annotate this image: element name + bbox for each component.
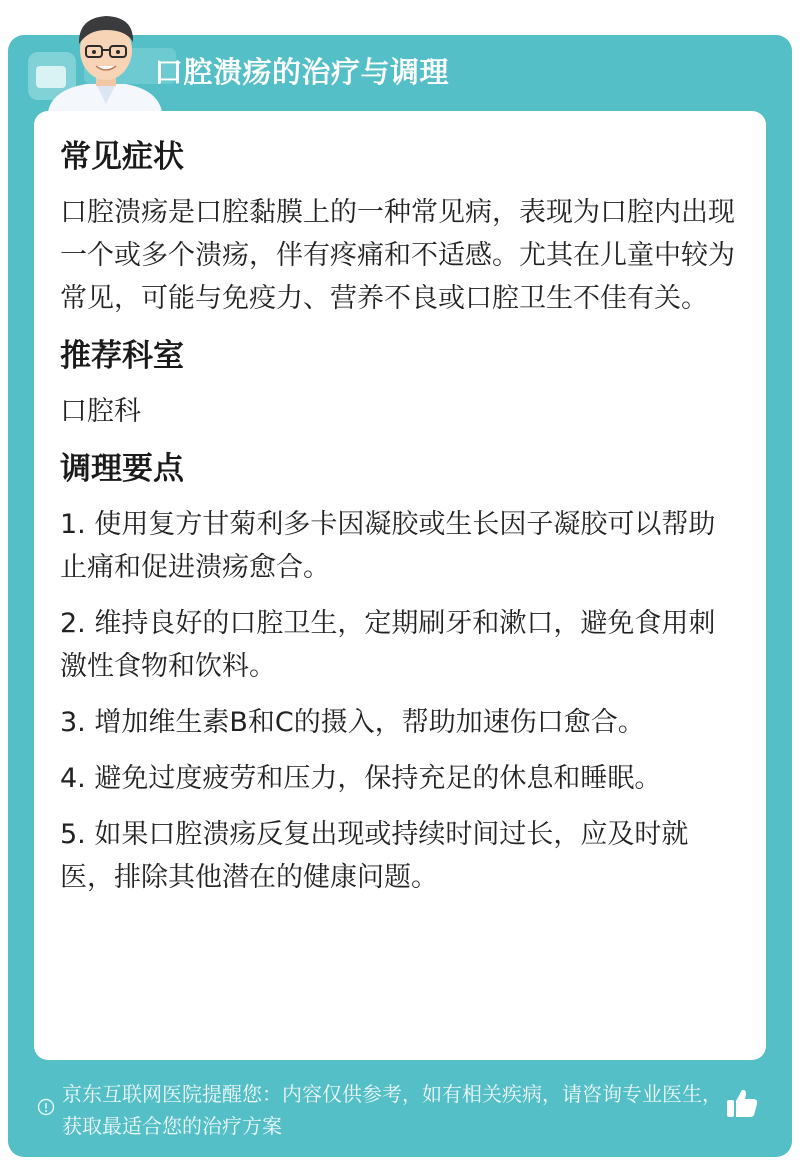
disclaimer-text: 京东互联网医院提醒您：内容仅供参考，如有相关疾病，请咨询专业医生，获取最适合您的治疗方案	[62, 1082, 722, 1138]
content-card	[34, 111, 766, 1060]
list-item: 5. 如果口腔溃疡反复出现或持续时间过长，应及时就医，排除其他潜在的健康问题。	[60, 819, 689, 893]
list-item: 2. 维持良好的口腔卫生，定期刷牙和漱口，避免食用刺激性食物和饮料。	[60, 608, 716, 682]
symptoms-text: 口腔溃疡是口腔黏膜上的一种常见病，表现为口腔内出现一个或多个溃疡，伴有疼痛和不适感。尤其在儿童中较为常见，可能与免疫力、营养不良或口腔卫生不佳有关。	[60, 197, 735, 314]
department-text: 口腔科	[60, 396, 141, 427]
section-title-department: 推荐科室	[60, 338, 184, 374]
page-title: 口腔溃疡的治疗与调理	[154, 55, 450, 89]
thumbs-up-icon[interactable]	[724, 1085, 760, 1121]
card-content	[60, 135, 740, 912]
list-item: 4. 避免过度疲劳和压力，保持充足的休息和睡眠。	[60, 763, 662, 794]
list-item: 1. 使用复方甘菊利多卡因凝胶或生长因子凝胶可以帮助止痛和促进溃疡愈合。	[60, 509, 716, 583]
info-icon	[37, 1098, 55, 1116]
section-title-care-points: 调理要点	[60, 451, 184, 487]
list-item: 3. 增加维生素B和C的摄入，帮助加速伤口愈合。	[60, 707, 645, 738]
section-title-symptoms: 常见症状	[60, 139, 184, 175]
